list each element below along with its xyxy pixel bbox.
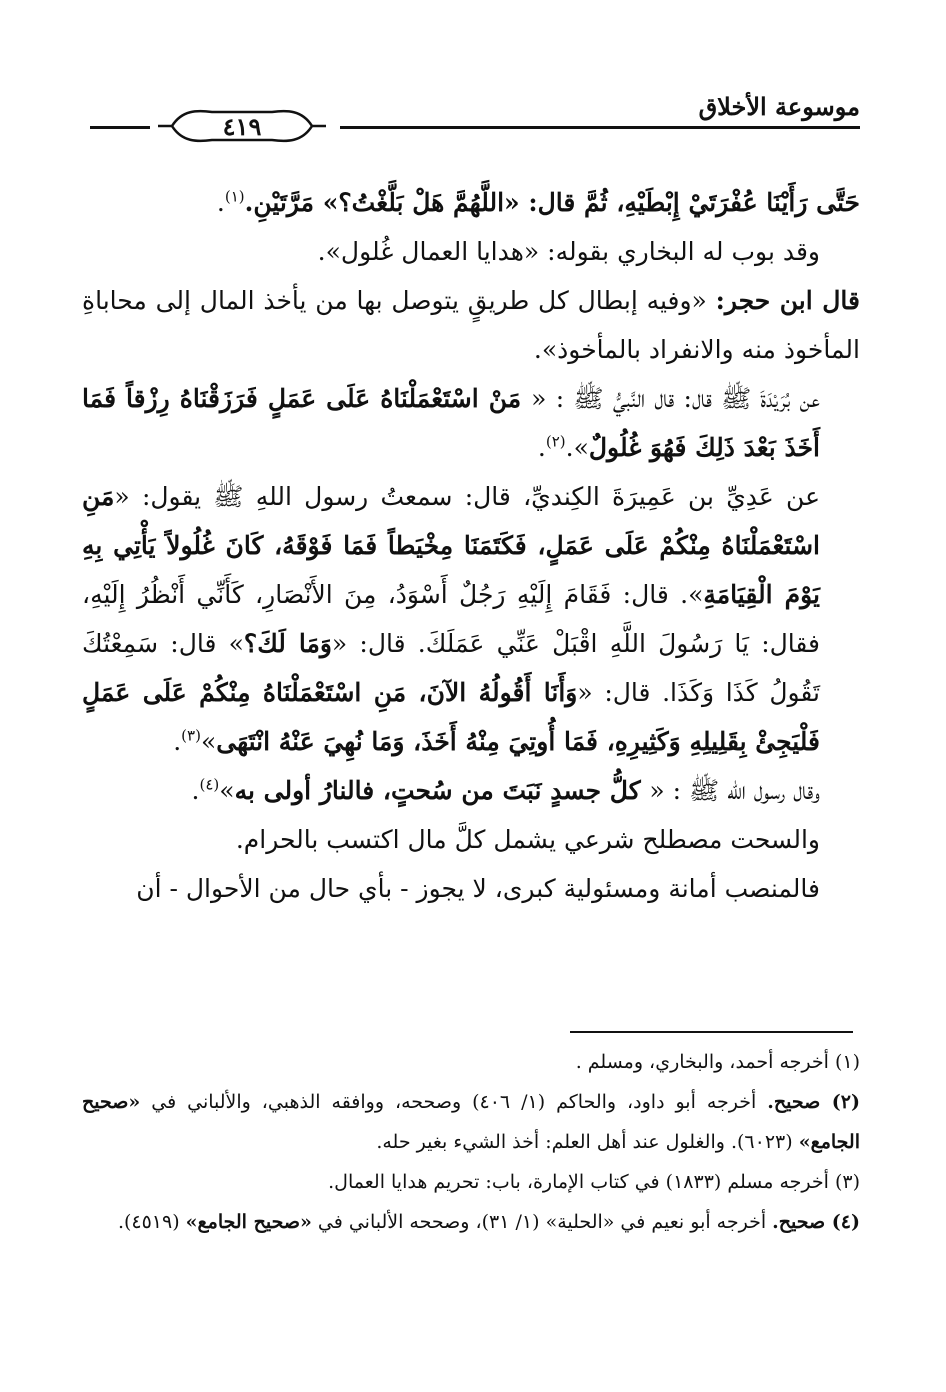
footnote-text: (٦٠٢٣). والغلول عند أهل العلم: أخذ الشيء بغير حله. (376, 1131, 799, 1153)
narration: » قال: سَمِعْتُكَ تَقُولُ كَذَا وَكَذَا. قال: « (82, 629, 820, 707)
hadith-text: حَتَّى رَأَيْنَا عُفْرَتَيْ إِبْطَيْهِ، ثُمَّ قال: «اللَّهُمَّ هَلْ بَلَّغْتُ؟» مَرَّتَيْنِ. (244, 188, 860, 217)
book-name: «صحيح الجامع» (185, 1211, 312, 1233)
footnote-text: أخرجه أبو نعيم في «الحلية» (١/ ٣١)، وصححه الألباني في (311, 1211, 773, 1233)
narration: عن بُرَيْدَةَ ﷺ قال: قال النَّبيُّ ﷺ : « (531, 384, 820, 413)
paragraph-3 (82, 276, 860, 374)
paragraph-7 (82, 815, 860, 864)
footnote-2 (82, 1082, 860, 1162)
hadith-text: مَنْ اسْتَعْمَلْنَاهُ عَلَى عَمَلٍ فَرَزَقْنَاهُ رِزْقاً فَمَا أَخَذَ بَعْدَ ذَلِكَ فَهُوَ غُلُولٌ (82, 384, 820, 462)
footnote-1 (82, 1042, 860, 1082)
quote-close: » (200, 727, 217, 756)
footnote-ref-1: (١) (224, 187, 245, 206)
footnote-text: (٣) أخرجه مسلم (١٨٣٣) في كتاب الإمارة، باب: تحريم هدايا العمال. (328, 1171, 860, 1193)
footnote-text: أخرجه أبو داود، والحاكم (١/ ٤٠٦) وصححه، ووافقه الذهبي، والألباني في (140, 1091, 768, 1113)
grading: (٢) صحيح. (767, 1091, 860, 1113)
punct: . (191, 776, 200, 805)
narration: وقال رسول اللّه ﷺ : « (649, 776, 820, 805)
punct: . (173, 727, 182, 756)
text: فالمنصب أمانة ومسئولية كبرى، لا يجوز - بأي حال من الأحوال - أن (136, 874, 820, 903)
paragraph-6 (82, 766, 860, 815)
page-header (80, 88, 860, 148)
quote: «وفيه إبطال كل طريقٍ يتوصل بها من يأخذ المال إلى محاباةِ المأخوذ منه والانفراد بالمأخوذ». (82, 286, 860, 364)
paragraph-4 (82, 374, 860, 472)
book-name: «صحيح الجامع» (82, 1091, 860, 1153)
footnote-3 (82, 1162, 860, 1202)
page-number: ٤١٩ (222, 111, 262, 141)
hadith-text: وَأَنَا أَقُولُهُ الآنَ، مَنِ اسْتَعْمَلْنَاهُ مِنْكُمْ عَلَى عَمَلٍ فَلْيَجِئْ بِقَلِيلِهِ وَكَثِيرِهِ، فَمَا أُوتِيَ مِنْهُ أَخَذَ، وَمَا نُهِيَ عَنْهُ انْتَهَى (82, 678, 820, 756)
narration: عن عَدِيِّ بن عَمِيرَةَ الكِنديِّ، قال: سمعتُ رسول اللهِ ﷺ يقول: « (114, 482, 820, 511)
quote-close: » (219, 776, 235, 805)
footnote-ref-3: (٣) (181, 726, 201, 745)
page-number-frame (152, 106, 332, 146)
hadith-text: مَنِ اسْتَعْمَلْنَاهُ مِنْكُمْ عَلَى عَمَلٍ، فَكَتَمَنَا مِخْيَطاً فَمَا فَوْقَهُ، كَانَ غُلُولاً يَأْتِي بِهِ يَوْمَ الْقِيَامَةِ (82, 482, 820, 609)
footnote-separator (570, 1031, 853, 1033)
punct: . (537, 433, 546, 462)
narration: ». قال: فَقَامَ إِلَيْهِ رَجُلٌ أَسْوَدُ، مِنَ الأَنْصَارِ، كَأَنِّي أَنْظُرُ إِلَيْهِ، فقال: يَا رَسُولَ اللَّهِ اقْبَلْ عَنِّي عَمَلَكَ. قال: « (82, 580, 820, 658)
paragraph-5 (82, 472, 860, 766)
footnotes (82, 1042, 860, 1242)
footnote-4 (82, 1202, 860, 1242)
punct: . (216, 188, 225, 217)
grading: (٤) صحيح. (772, 1211, 860, 1233)
text: والسحت مصطلح شرعي يشمل كلَّ مال اكتسب بالحرام. (235, 825, 820, 854)
hadith-text: كلُّ جسدٍ نَبَتَ من سُحتٍ، فالنارُ أولى به (234, 776, 650, 805)
paragraph-2 (82, 227, 860, 276)
footnote-text: (٤٥١٩). (117, 1211, 186, 1233)
paragraph-8 (82, 864, 860, 913)
main-text (82, 178, 860, 913)
footnote-ref-4: (٤) (199, 775, 220, 794)
hadith-text: وَمَا لَكَ؟ (243, 629, 332, 658)
footnote-ref-2: (٢) (545, 432, 566, 451)
paragraph-1 (82, 178, 860, 227)
footnote-text: (١) أخرجه أحمد، والبخاري، ومسلم . (575, 1051, 860, 1073)
speaker: قال ابن حجر: (715, 286, 860, 315)
quote-close: ». (565, 433, 589, 462)
header-rule-left (90, 126, 150, 129)
book-title: موسوعة الأخلاق (698, 92, 860, 121)
text: وقد بوب له البخاري بقوله: «هدايا العمال غُلول». (317, 237, 820, 266)
header-rule-right (340, 126, 860, 129)
